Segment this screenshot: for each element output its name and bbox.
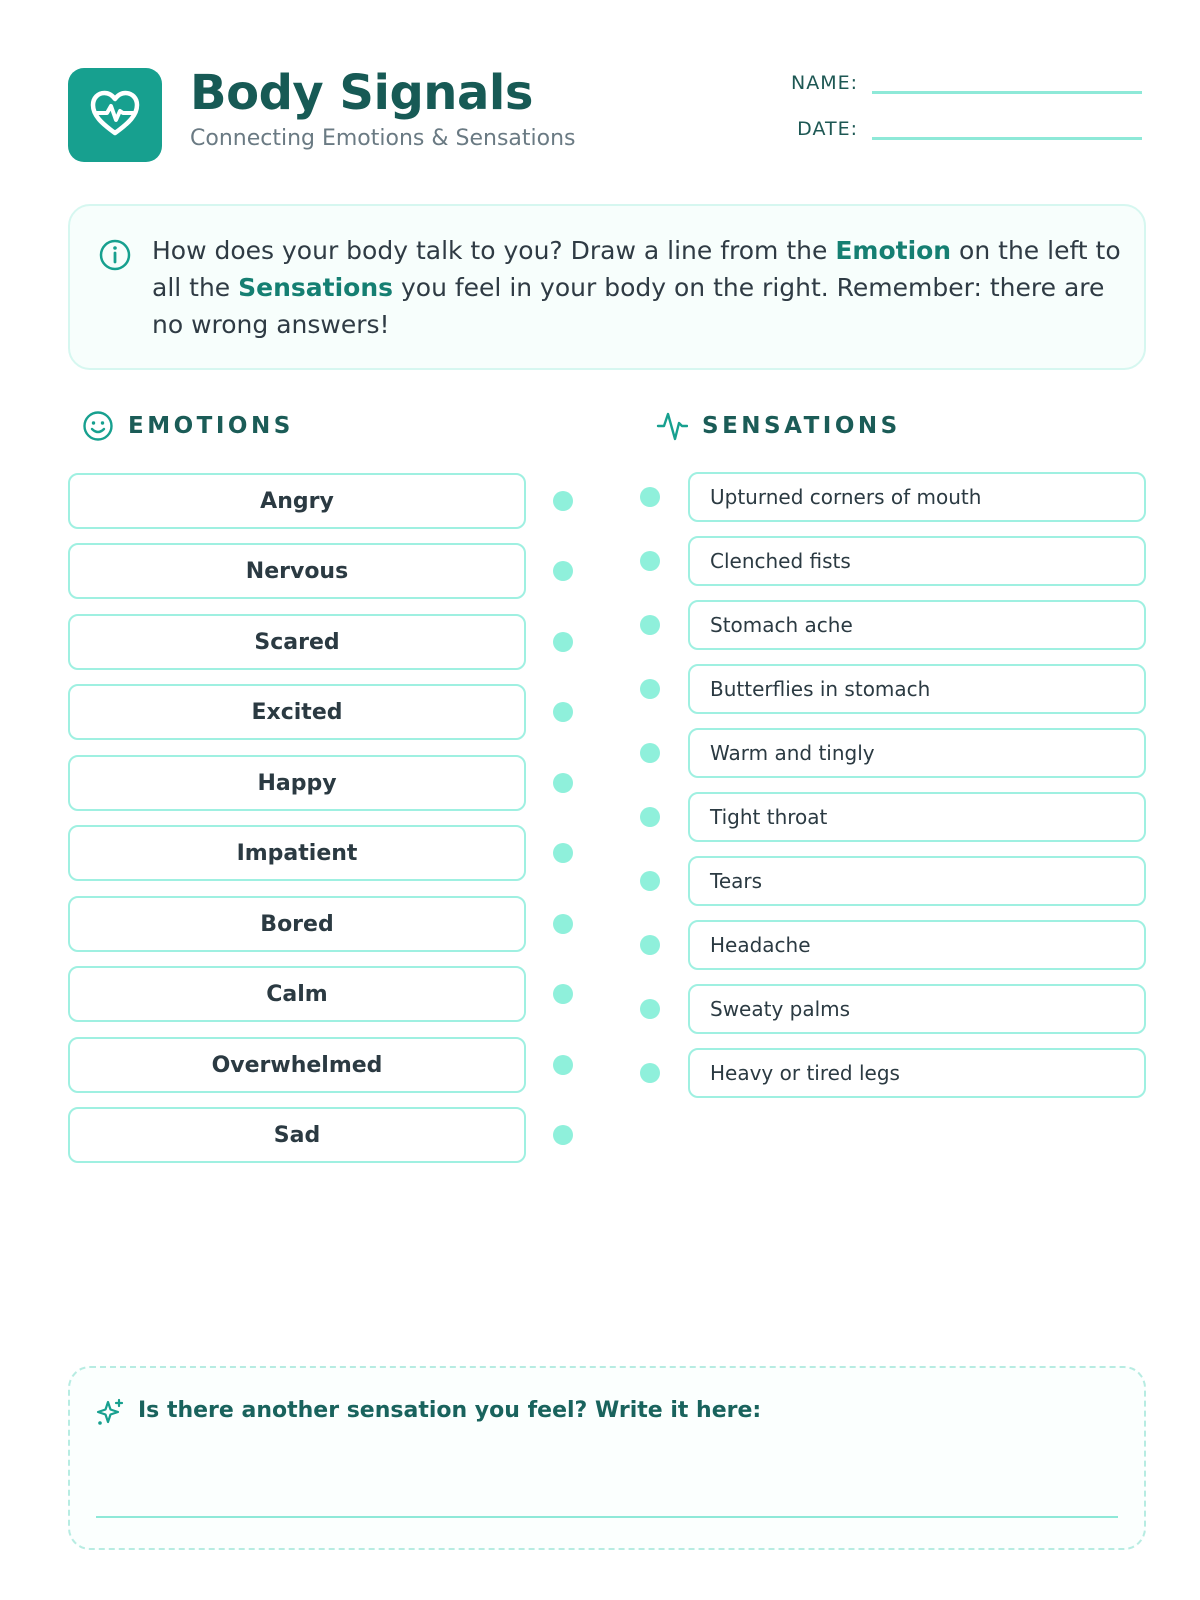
sensation-item: Headache bbox=[688, 920, 1146, 970]
smiley-icon bbox=[82, 410, 114, 442]
sensation-connect-dot[interactable] bbox=[640, 743, 660, 763]
emotion-item: Excited bbox=[68, 684, 526, 740]
date-field bbox=[776, 118, 1142, 140]
name-label: NAME: bbox=[790, 72, 858, 94]
sensation-item: Tight throat bbox=[688, 792, 1146, 842]
name-field bbox=[776, 72, 1142, 94]
sensations-emphasis: Sensations bbox=[238, 273, 394, 302]
extra-sensation-write-line[interactable] bbox=[96, 1516, 1118, 1518]
emotion-item: Bored bbox=[68, 896, 526, 952]
sensation-item: Sweaty palms bbox=[688, 984, 1146, 1034]
page-title: Body Signals bbox=[190, 65, 533, 121]
sensation-item: Tears bbox=[688, 856, 1146, 906]
sensations-heading: SENSATIONS bbox=[656, 410, 901, 442]
date-label: DATE: bbox=[797, 118, 858, 140]
sensation-item: Heavy or tired legs bbox=[688, 1048, 1146, 1098]
emotion-connect-dot[interactable] bbox=[553, 491, 573, 511]
sensation-connect-dot[interactable] bbox=[640, 807, 660, 827]
emotion-item: Scared bbox=[68, 614, 526, 670]
date-input-line[interactable] bbox=[872, 120, 1142, 140]
sensation-connect-dot[interactable] bbox=[640, 935, 660, 955]
emotion-connect-dot[interactable] bbox=[553, 914, 573, 934]
sparkle-icon bbox=[96, 1398, 124, 1426]
page-subtitle: Connecting Emotions & Sensations bbox=[190, 126, 576, 151]
emotion-item: Angry bbox=[68, 473, 526, 529]
sensation-connect-dot[interactable] bbox=[640, 679, 660, 699]
name-input-line[interactable] bbox=[872, 74, 1142, 94]
extra-sensation-prompt: Is there another sensation you feel? Write it here: bbox=[138, 1398, 762, 1423]
emotion-connect-dot[interactable] bbox=[553, 1055, 573, 1075]
emotion-connect-dot[interactable] bbox=[553, 632, 573, 652]
sensation-item: Upturned corners of mouth bbox=[688, 472, 1146, 522]
emotion-connect-dot[interactable] bbox=[553, 1125, 573, 1145]
emotion-item: Nervous bbox=[68, 543, 526, 599]
heart-pulse-icon bbox=[68, 68, 162, 162]
emotion-item: Sad bbox=[68, 1107, 526, 1163]
emotion-connect-dot[interactable] bbox=[553, 561, 573, 581]
sensation-item: Clenched fists bbox=[688, 536, 1146, 586]
emotion-emphasis: Emotion bbox=[835, 236, 952, 265]
sensation-connect-dot[interactable] bbox=[640, 615, 660, 635]
emotion-connect-dot[interactable] bbox=[553, 773, 573, 793]
instructions-text: How does your body talk to you? Draw a line from the Emotion on the left to all the Sensations you feel in your body on the right. Remember: there are no wrong answers! bbox=[152, 236, 1121, 339]
sensation-connect-dot[interactable] bbox=[640, 999, 660, 1019]
info-icon bbox=[98, 238, 132, 272]
emotion-connect-dot[interactable] bbox=[553, 843, 573, 863]
instructions-box bbox=[68, 204, 1146, 370]
sensation-connect-dot[interactable] bbox=[640, 1063, 660, 1083]
worksheet-header bbox=[68, 65, 1142, 164]
pulse-icon bbox=[656, 410, 688, 442]
emotion-connect-dot[interactable] bbox=[553, 984, 573, 1004]
emotion-item: Happy bbox=[68, 755, 526, 811]
sensation-connect-dot[interactable] bbox=[640, 551, 660, 571]
emotions-heading: EMOTIONS bbox=[82, 410, 294, 442]
sensation-connect-dot[interactable] bbox=[640, 871, 660, 891]
emotion-connect-dot[interactable] bbox=[553, 702, 573, 722]
sensation-item: Butterflies in stomach bbox=[688, 664, 1146, 714]
sensation-item: Stomach ache bbox=[688, 600, 1146, 650]
extra-sensation-box bbox=[68, 1366, 1146, 1550]
sensation-connect-dot[interactable] bbox=[640, 487, 660, 507]
emotion-item: Overwhelmed bbox=[68, 1037, 526, 1093]
emotion-item: Impatient bbox=[68, 825, 526, 881]
sensation-item: Warm and tingly bbox=[688, 728, 1146, 778]
emotion-item: Calm bbox=[68, 966, 526, 1022]
